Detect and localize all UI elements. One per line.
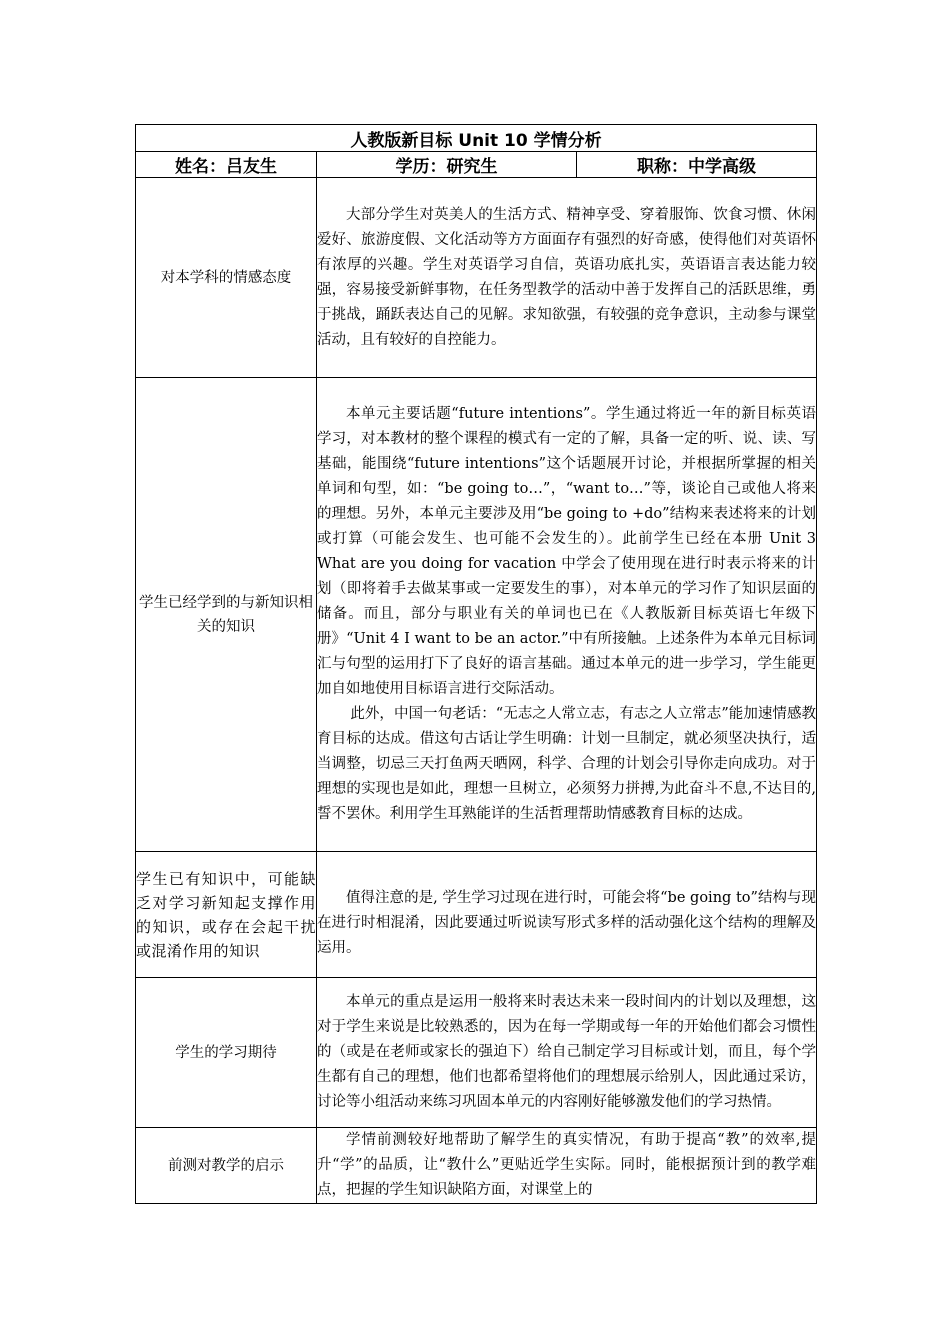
table-row <box>136 178 817 378</box>
row-label-expectations: 学生的学习期待 <box>136 978 317 1128</box>
paragraph: 值得注意的是, 学生学习过现在进行时，可能会将“be going to”结构与现在进行时相混淆，因此要通过听说读写形式多样的活动强化这个结构的理解及运用。 <box>317 890 816 956</box>
row-content-pretest <box>317 1128 817 1204</box>
paragraph: 本单元的重点是运用一般将来时表达未来一段时间内的计划以及理想，这对于学生来说是比较熟悉的，因为在每一学期或每一年的开始他们都会习惯性的（或是在老师或家长的强迫下）给自己制定学习目标或计划，而且，每个学生都有自己的理想，他们也都希望将他们的理想展示给别人，因此通过采访，讨论等小组活动来练习巩固本单元的内容刚好能够激发他们的学习热情。 <box>317 994 816 1110</box>
teacher-name: 姓名：吕友生 <box>136 152 317 178</box>
row-label-pretest: 前测对教学的启示 <box>136 1128 317 1204</box>
teacher-info-row <box>136 152 817 178</box>
row-content-expectations <box>317 978 817 1128</box>
paragraph: 本单元主要话题“future intentions”。学生通过将近一年的新目标英语学习，对本教材的整个课程的模式有一定的了解，具备一定的听、说、读、写基础，能围绕“future intentions”这个话题展开讨论，并根据所掌握的相关单词和句型，如：“be going to…”，“want to…”等，谈论自己或他人将来的理想。另外，本单元主要涉及用“be going to +do”结构来表述将来的计划或打算（可能会发生、也可能不会发生的）。此前学生已经在本册 Unit 3 What are you doing for vacation 中学会了使用现在进行时表示将来的计划（即将着手去做某事或一定要发生的事），对本单元的学习作了知识层面的储备。而且，部分与职业有关的单词也已在《人教版新目标英语七年级下册》“Unit 4 I want to be an actor.”中有所接触。上述条件为本单元目标词汇与句型的运用打下了良好的语言基础。通过本单元的进一步学习，学生能更加自如地使用目标语言进行交际活动。 <box>317 406 816 697</box>
title-row <box>136 125 817 152</box>
row-content-prior-knowledge <box>317 378 817 852</box>
document-title: 人教版新目标 Unit 10 学情分析 <box>136 125 817 152</box>
row-label-prior-knowledge: 学生已经学到的与新知识相关的知识 <box>136 378 317 852</box>
row-label-missing-knowledge: 学生已有知识中，可能缺乏对学习新知起支撑作用的知识，或存在会起干扰或混淆作用的知识 <box>136 852 317 978</box>
table-row <box>136 852 817 978</box>
row-content-attitude <box>317 178 817 378</box>
teacher-education: 学历：研究生 <box>317 152 577 178</box>
paragraph: 学情前测较好地帮助了解学生的真实情况，有助于提高“教”的效率,提升“学”的品质，让“教什么”更贴近学生实际。同时，能根据预计到的教学难点，把握的学生知识缺陷方面，对课堂上的 <box>317 1132 816 1198</box>
row-label-attitude: 对本学科的情感态度 <box>136 178 317 378</box>
table-row <box>136 978 817 1128</box>
table-row <box>136 378 817 852</box>
table-row <box>136 1128 817 1204</box>
paragraph: 大部分学生对英美人的生活方式、精神享受、穿着服饰、饮食习惯、休闲爱好、旅游度假、文化活动等方方面面存有强烈的好奇感，使得他们对英语怀有浓厚的兴趣。学生对英语学习自信，英语功底扎实，英语语言表达能力较强，容易接受新鲜事物，在任务型教学的活动中善于发挥自己的活跃思维，勇于挑战，踊跃表达自己的见解。求知欲强，有较强的竞争意识，主动参与课堂活动，且有较好的自控能力。 <box>317 206 816 348</box>
teacher-rank: 职称：中学高级 <box>577 152 817 178</box>
paragraph: 此外，中国一句老话：“无志之人常立志，有志之人立常志”能加速情感教育目标的达成。借这句古话让学生明确：计划一旦制定，就必须坚决执行，适当调整，切忌三天打鱼两天晒网，科学、合理的计划会引导你走向成功。对于理想的实现也是如此，理想一旦树立，必须努力拼搏,为此奋斗不息,不达目的,誓不罢休。利用学生耳熟能详的生活哲理帮助情感教育目标的达成。 <box>317 706 816 822</box>
learning-analysis-table <box>135 124 817 1204</box>
row-content-missing-knowledge <box>317 852 817 978</box>
